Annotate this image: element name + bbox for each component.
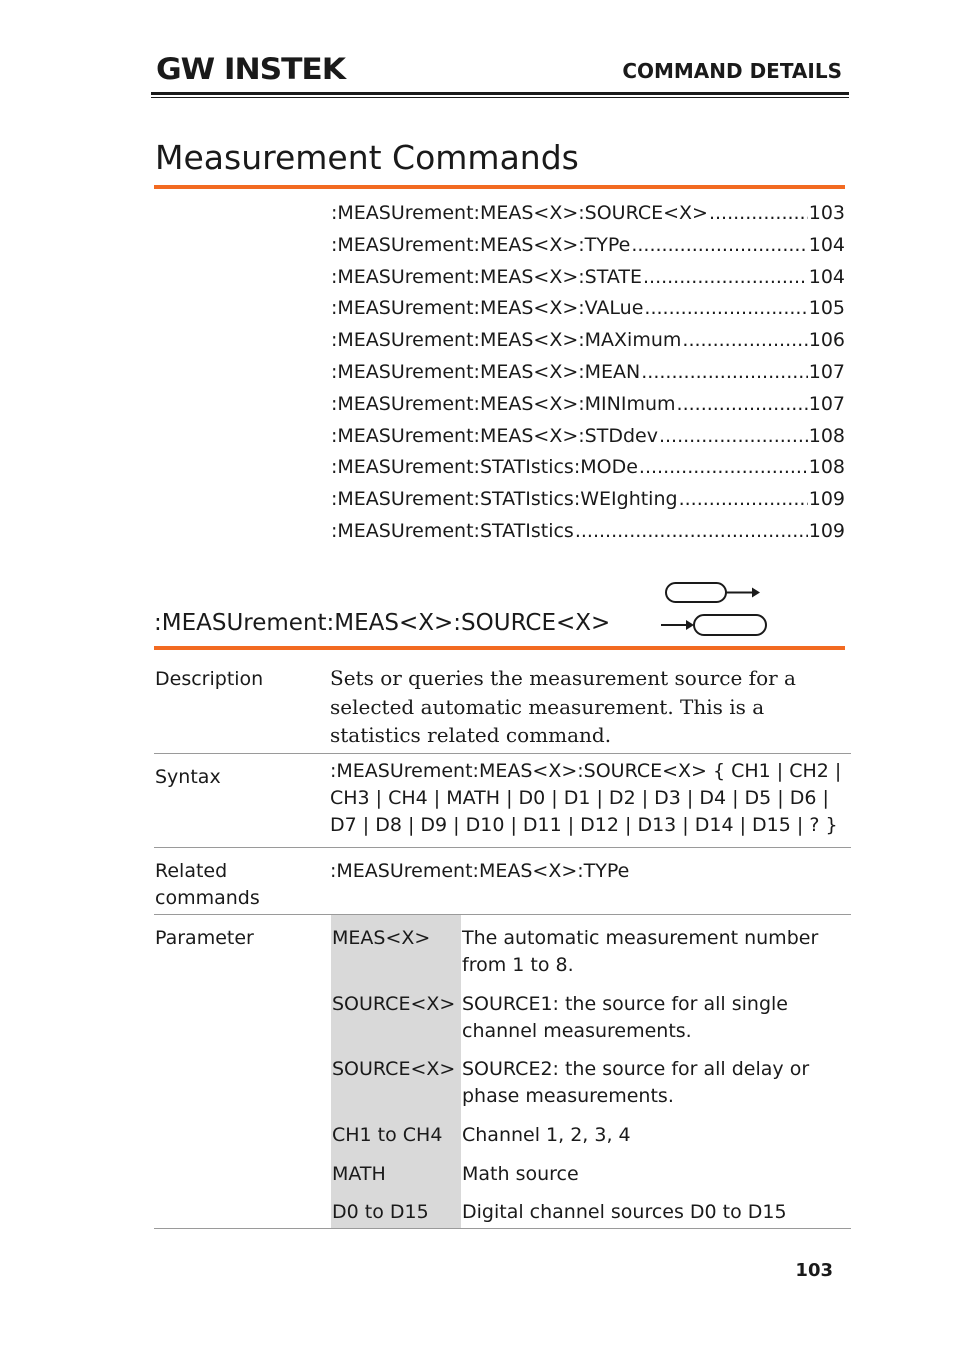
set-icon <box>666 583 760 602</box>
toc-entry[interactable] <box>331 421 845 453</box>
parameter-description: Digital channel sources D0 to D15 <box>462 1201 787 1223</box>
running-header: COMMAND DETAILS <box>622 59 842 83</box>
toc-command: :MEASUrement:MEAS<X>:SOURCE<X> <box>331 202 708 224</box>
command-heading-rule <box>154 646 845 650</box>
toc-page: 108 <box>808 424 845 447</box>
description-text: Sets or queries the measurement source for a selected automatic measurement. This is a statistics related command. <box>330 666 796 747</box>
header-rule <box>151 92 849 95</box>
page-number: 103 <box>795 1260 833 1281</box>
toc-entry[interactable] <box>331 452 845 484</box>
toc-page: 105 <box>808 297 845 320</box>
parameter-description: SOURCE2: the source for all delay or phase measurements. <box>462 1058 810 1107</box>
toc-command: :MEASUrement:MEAS<X>:STATE <box>331 265 642 288</box>
header-rule-thin <box>151 97 849 98</box>
parameter-name: MATH <box>332 1163 386 1185</box>
toc-page: 109 <box>808 488 845 511</box>
toc-entry[interactable] <box>331 262 845 294</box>
set-query-icons <box>660 580 770 640</box>
description-label: Description <box>155 668 264 690</box>
parameter-name: CH1 to CH4 <box>332 1124 443 1146</box>
syntax-row <box>154 754 851 848</box>
gw-instek-logo: GW INSTEK <box>156 52 345 86</box>
toc-entry[interactable] <box>331 357 845 389</box>
related-commands-row <box>154 848 851 915</box>
parameter-description: SOURCE1: the source for all single channel measurements. <box>462 993 788 1042</box>
parameter-description: Channel 1, 2, 3, 4 <box>462 1124 631 1146</box>
toc-command: :MEASUrement:MEAS<X>:STDdev <box>331 424 658 447</box>
parameter-name: SOURCE<X> <box>332 993 456 1015</box>
toc-command: :MEASUrement:STATIstics <box>331 519 574 542</box>
toc-command: :MEASUrement:MEAS<X>:VALue <box>331 297 644 320</box>
toc-leader <box>641 357 807 389</box>
toc-page: 107 <box>808 392 845 415</box>
toc-leader <box>644 293 807 325</box>
toc-leader <box>631 230 807 262</box>
toc-leader <box>643 262 808 294</box>
toc-command: :MEASUrement:MEAS<X>:TYPe <box>331 233 631 256</box>
syntax-text: :MEASUrement:MEAS<X>:SOURCE<X> { CH1 | CH2 | CH3 | CH4 | MATH | D0 | D1 | D2 | D3 | D4 | D5 | D6 | D7 | D8 | D9 | D10 | D11 | D12 | D13 | D14 | D15 | ? } <box>330 760 842 836</box>
parameter-row <box>154 915 851 1229</box>
toc-entry[interactable] <box>331 230 845 262</box>
toc-page: 108 <box>808 456 845 479</box>
toc-entry[interactable] <box>331 293 845 325</box>
toc-page: 106 <box>808 329 845 352</box>
syntax-label: Syntax <box>155 766 221 788</box>
toc-entry[interactable] <box>331 484 845 516</box>
section-title-rule <box>154 185 845 189</box>
toc-command: :MEASUrement:MEAS<X>:MINImum <box>331 392 676 415</box>
toc-entry[interactable] <box>331 198 845 230</box>
toc-leader <box>659 421 808 453</box>
toc-page: 107 <box>808 360 845 383</box>
parameter-description: Math source <box>462 1163 579 1185</box>
toc-command: :MEASUrement:MEAS<X>:MAXimum <box>331 329 682 352</box>
toc-leader <box>575 516 808 548</box>
toc-leader <box>679 484 808 516</box>
toc-page: 103 <box>808 202 845 224</box>
toc-entry[interactable] <box>331 516 845 548</box>
command-heading: :MEASUrement:MEAS<X>:SOURCE<X> <box>154 610 611 636</box>
toc-page: 109 <box>808 519 845 542</box>
toc-command: :MEASUrement:MEAS<X>:MEAN <box>331 360 641 383</box>
toc-leader <box>677 389 808 421</box>
toc-entry[interactable] <box>331 389 845 421</box>
command-toc <box>331 198 845 548</box>
toc-leader <box>639 452 808 484</box>
related-command-link[interactable]: :MEASUrement:MEAS<X>:TYPe <box>330 860 630 882</box>
related-commands-label: Related commands <box>155 860 260 909</box>
parameter-name: SOURCE<X> <box>332 1058 456 1080</box>
query-icon <box>661 615 766 635</box>
parameter-name: D0 to D15 <box>332 1201 429 1223</box>
parameter-label: Parameter <box>155 927 254 949</box>
command-detail-table <box>154 660 851 1229</box>
toc-leader <box>709 198 808 230</box>
description-row <box>154 660 851 754</box>
parameter-description: The automatic measurement number from 1 to 8. <box>462 927 819 976</box>
toc-entry[interactable] <box>331 325 845 357</box>
toc-page: 104 <box>808 265 845 288</box>
toc-leader <box>682 325 807 357</box>
toc-command: :MEASUrement:STATIstics:WEIghting <box>331 488 678 511</box>
toc-page: 104 <box>808 233 845 256</box>
toc-command: :MEASUrement:STATIstics:MODe <box>331 456 638 479</box>
section-title: Measurement Commands <box>155 138 579 177</box>
parameter-name: MEAS<X> <box>332 927 431 949</box>
